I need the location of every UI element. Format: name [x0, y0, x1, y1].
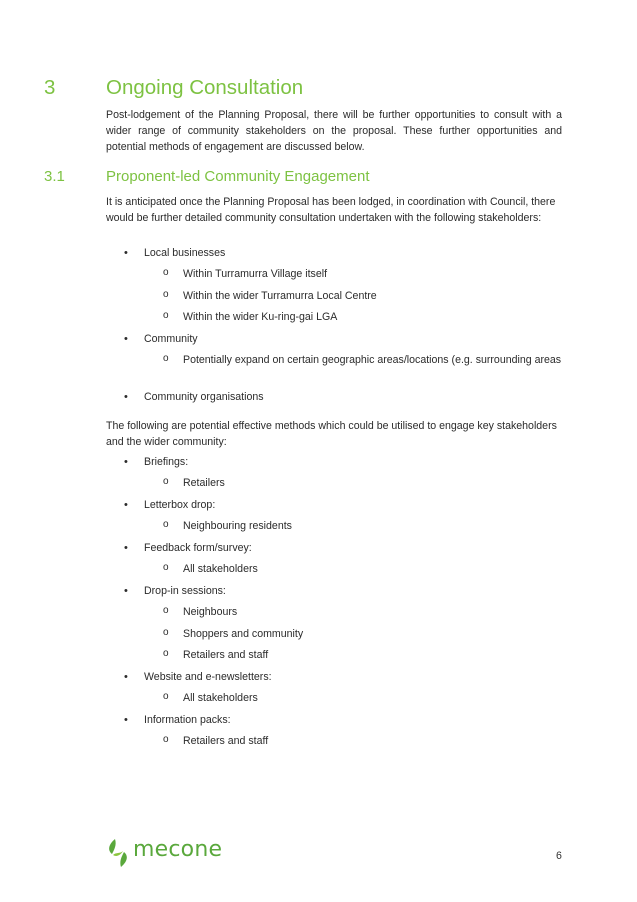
- sub-list-item-label: Potentially expand on certain geographic areas/locations (e.g. surrounding areas: [183, 354, 562, 366]
- leaf-logo-icon: [106, 838, 130, 868]
- sub-list-item-label: Within the wider Ku-ring-gai LGA: [183, 311, 338, 323]
- sub-bullet-marker: o: [163, 734, 169, 745]
- sub-bullet-marker: o: [163, 627, 169, 638]
- sub-bullet-marker: o: [163, 519, 169, 530]
- list-item-label: Feedback form/survey:: [144, 542, 252, 554]
- sub-bullet-marker: o: [163, 691, 169, 702]
- sub-bullet-marker: o: [163, 267, 169, 278]
- page-number: 6: [556, 850, 562, 862]
- list-item-label: Community organisations: [144, 391, 264, 403]
- list-item-label: Community: [144, 333, 198, 345]
- logo-wordmark: mecone: [133, 837, 223, 862]
- bullet-marker: •: [124, 714, 128, 726]
- list-item-label: Drop-in sessions:: [144, 585, 226, 597]
- sub-list-item-label: Retailers: [183, 477, 225, 489]
- sub-bullet-marker: o: [163, 562, 169, 573]
- sub-bullet-marker: o: [163, 648, 169, 659]
- sub-bullet-marker: o: [163, 605, 169, 616]
- section-title: Ongoing Consultation: [106, 76, 304, 99]
- list-item-label: Website and e-newsletters:: [144, 671, 272, 683]
- list-item-label: Letterbox drop:: [144, 499, 216, 511]
- sub-list-item-label: Retailers and staff: [183, 735, 269, 747]
- subsection-title: Proponent-led Community Engagement: [106, 168, 370, 185]
- bullet-marker: •: [124, 542, 128, 554]
- stakeholders-intro-paragraph: It is anticipated once the Planning Proposal has been lodged, in coordination with Council, there would be further detailed community consultation undertaken with the following stakeholders:: [106, 196, 556, 224]
- bullet-marker: •: [124, 391, 128, 403]
- section-number: 3: [44, 76, 56, 99]
- bullet-marker: •: [124, 456, 128, 468]
- sub-list-item-label: Neighbours: [183, 606, 238, 618]
- sub-list-item-label: Retailers and staff: [183, 649, 269, 661]
- methods-intro-paragraph: The following are potential effective methods which could be utilised to engage key stakeholders and the wider community:: [106, 420, 557, 448]
- sub-list-item-label: Within the wider Turramurra Local Centre: [183, 290, 377, 302]
- intro-paragraph: Post-lodgement of the Planning Proposal, there will be further opportunities to consult with a wider range of community stakeholders on the proposal. These further opportunities and potential methods of engagement are discussed below.: [106, 109, 562, 153]
- sub-bullet-marker: o: [163, 353, 169, 364]
- bullet-marker: •: [124, 671, 128, 683]
- sub-list-item-label: Neighbouring residents: [183, 520, 292, 532]
- bullet-marker: •: [124, 247, 128, 259]
- subsection-number: 3.1: [44, 168, 65, 185]
- mecone-logo: [106, 836, 246, 870]
- list-item-label: Briefings:: [144, 456, 189, 468]
- sub-list-item-label: All stakeholders: [183, 692, 258, 704]
- sub-list-item-label: All stakeholders: [183, 563, 258, 575]
- sub-bullet-marker: o: [163, 476, 169, 487]
- bullet-marker: •: [124, 585, 128, 597]
- list-item-label: Local businesses: [144, 247, 226, 259]
- sub-bullet-marker: o: [163, 310, 169, 321]
- sub-list-item-label: Within Turramurra Village itself: [183, 268, 328, 280]
- sub-list-item-label: Shoppers and community: [183, 628, 304, 640]
- bullet-marker: •: [124, 333, 128, 345]
- list-item-label: Information packs:: [144, 714, 231, 726]
- bullet-marker: •: [124, 499, 128, 511]
- sub-bullet-marker: o: [163, 289, 169, 300]
